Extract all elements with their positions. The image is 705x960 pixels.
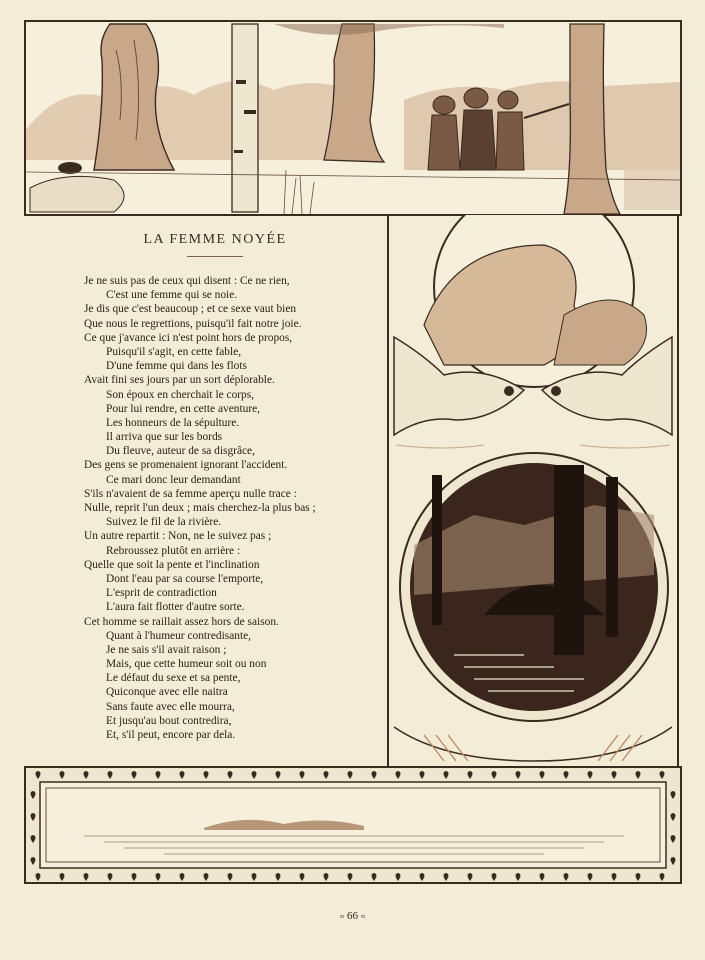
poem-line: Le défaut du sexe et sa pente, xyxy=(106,672,241,685)
poem-line: Quelle que soit la pente et l'inclination xyxy=(84,558,260,571)
page-number: ≈ 66 ≈ xyxy=(339,910,366,922)
poem-line: Dont l'eau par sa course l'emporte, xyxy=(106,572,264,585)
poem-line: Nulle, reprit l'un deux ; mais cherchez-la plus bas ; xyxy=(84,502,316,514)
poem-line: Des gens se promenaient ignorant l'accident. xyxy=(84,459,288,472)
poem-line: Ce que j'avance ici n'est point hors de propos, xyxy=(84,331,293,344)
poem-line: Ce mari donc leur demandant xyxy=(106,473,241,486)
poem-title: LA FEMME NOYÉE xyxy=(143,232,287,247)
top-forest-illustration xyxy=(24,20,682,216)
poem-line: Je dis que c'est beaucoup ; et ce sexe vaut bien xyxy=(84,303,297,316)
poem-line: L'aura fait flotter d'autre sorte. xyxy=(106,601,245,614)
poem-line: Pour lui rendre, en cette aventure, xyxy=(106,402,261,415)
poem-line: Sans faute avec elle mourra, xyxy=(106,700,235,713)
poem-line: Mais, que cette humeur soit ou non xyxy=(106,658,267,671)
poem-line: Suivez le fil de la rivière. xyxy=(106,516,222,529)
poem-line: Je ne sais s'il avait raison ; xyxy=(106,643,227,656)
poem-line: Il arriva que sur les bords xyxy=(106,431,223,444)
poem-line: Du fleuve, auteur de sa disgrâce, xyxy=(106,445,255,458)
poem-line: Rebroussez plutôt en arrière : xyxy=(106,544,241,557)
poem-line: Et jusqu'au bout contredira, xyxy=(106,714,232,727)
poem-line: C'est une femme qui se noie. xyxy=(106,289,238,302)
poem-line: Les honneurs de la sépulture. xyxy=(106,416,240,429)
poem-line: Avait fini ses jours par un sort déplorable. xyxy=(84,374,275,387)
poem-line: Que nous le regrettions, puisqu'il fait notre joie. xyxy=(84,317,302,330)
title-underline xyxy=(187,256,243,257)
poem-line: S'ils n'avaient de sa femme aperçu nulle trace : xyxy=(84,487,297,500)
poem-line: Quant à l'humeur contredisante, xyxy=(106,629,252,642)
right-flourish-icon: ≈ xyxy=(360,912,366,921)
poem-line: Son époux en cherchait le corps, xyxy=(106,388,255,401)
left-flourish-icon: ≈ xyxy=(339,912,345,921)
poem-line: Et, s'il peut, encore par dela. xyxy=(106,729,236,741)
bottom-lake-panel xyxy=(24,766,682,884)
poem-line: Je ne suis pas de ceux qui disent : Ce ne rien, xyxy=(84,275,290,287)
poem-line: D'une femme qui dans les flots xyxy=(106,360,247,373)
poem-line: Puisqu'il s'agit, en cette fable, xyxy=(106,345,242,358)
right-ornamental-panel xyxy=(384,215,682,771)
poem-line: Quiconque avec elle naitra xyxy=(106,686,228,699)
poem-line: Cet homme se raillait assez hors de saison. xyxy=(84,615,279,628)
poem-text xyxy=(84,274,384,742)
poem-line: L'esprit de contradiction xyxy=(106,587,217,600)
poem-line: Un autre repartit : Non, ne le suivez pas ; xyxy=(84,530,272,543)
